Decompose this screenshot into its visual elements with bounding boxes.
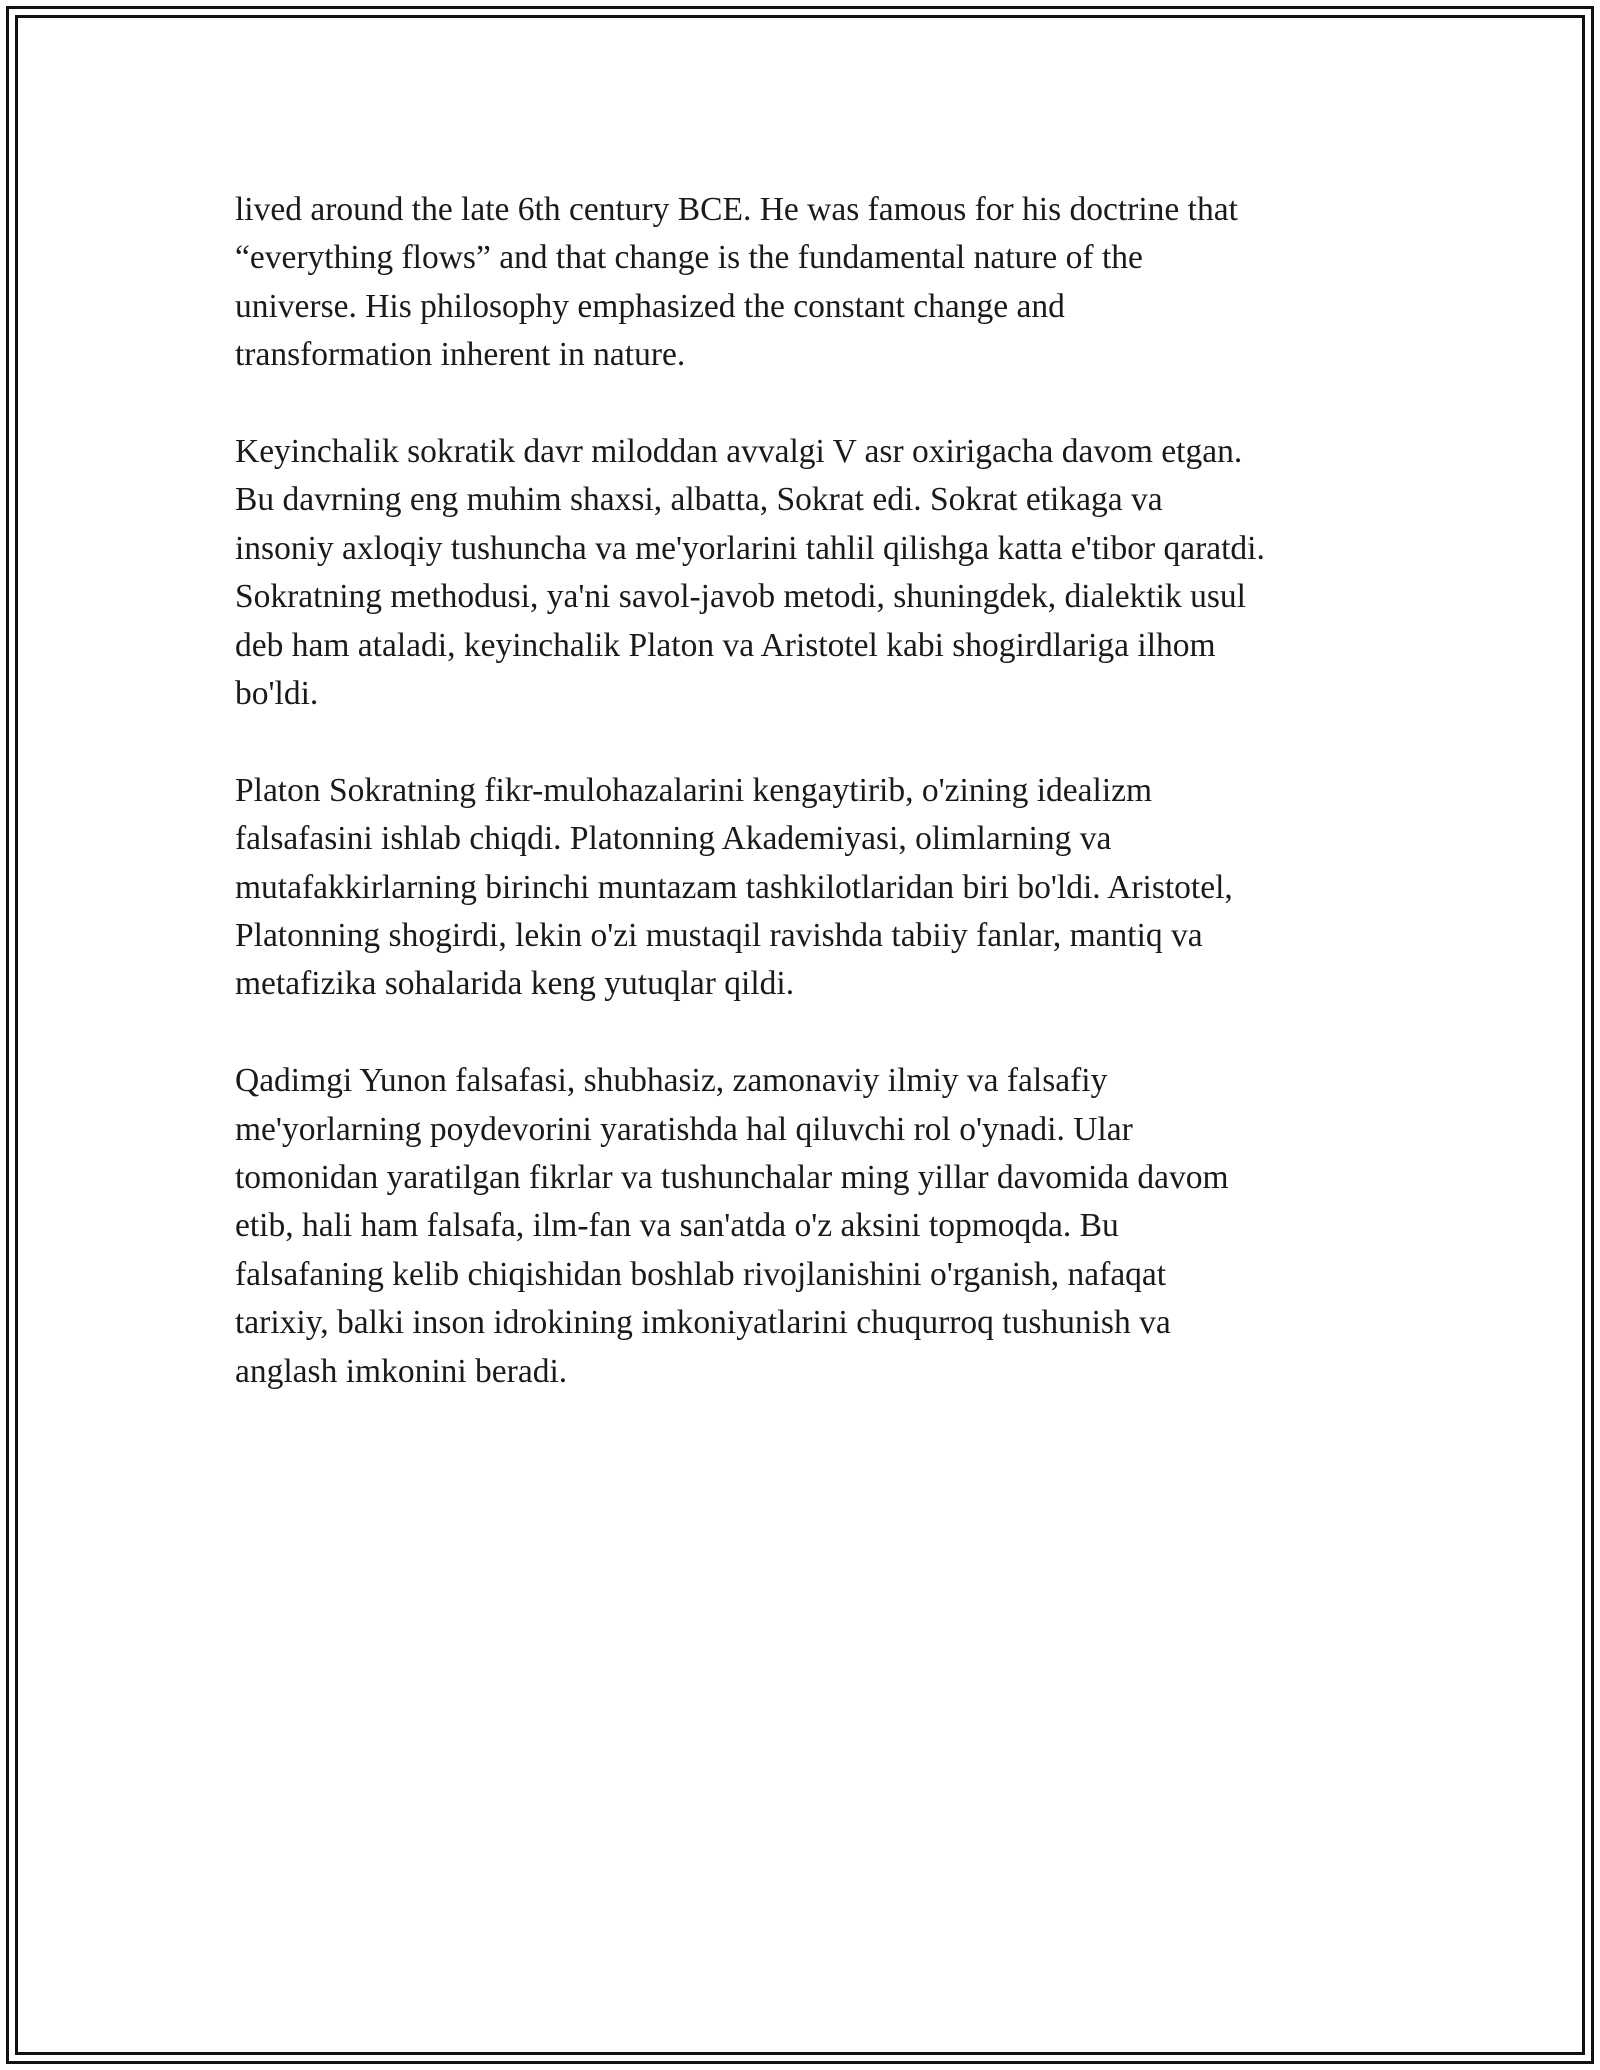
- paragraph-heraclitus: lived around the late 6th century BCE. He was famous for his doctrine that “everything flows” and that change is the fundamental nature of the universe. His philosophy emphasized the constant change and transformation inherent in nature.: [235, 191, 1238, 374]
- paragraph-socratic-period: Keyinchalik sokratik davr miloddan avvalgi V asr oxirigacha davom etgan. Bu davrning eng muhim shaxsi, albatta, Sokrat edi. Sokrat etikaga va insoniy axloqiy tushuncha va me'yorlarini tahlil qilishga katta e'tibor qaratdi. Sokratning methodusi, ya'ni savol-javob metodi, shuningdek, dialektik usul deb ham ataladi, keyinchalik Platon va Aristotel kabi shogirdlariga ilhom bo'ldi.: [235, 433, 1265, 713]
- paragraph-plato-aristotle: Platon Sokratning fikr-mulohazalarini kengaytirib, o'zining idealizm falsafasini ishlab chiqdi. Platonning Akademiyasi, olimlarning va mutafakkirlarning birinchi muntazam tashkilotlaridan biri bo'ldi. Aristotel, Platonning shogirdi, lekin o'zi mustaqil ravishda tabiiy fanlar, mantiq va metafizika sohalarida keng yutuqlar qildi.: [235, 771, 1233, 1003]
- paragraph-conclusion: Qadimgi Yunon falsafasi, shubhasiz, zamonaviy ilmiy va falsafiy me'yorlarning poydevorini yaratishda hal qiluvchi rol o'ynadi. Ular tomonidan yaratilgan fikrlar va tushunchalar ming yillar davomida davom etib, hali ham falsafa, ilm-fan va san'atda o'z aksini topmoqda. Bu falsafaning kelib chiqishidan boshlab rivojlanishini o'rganish, nafaqat tarixiy, balki inson idrokining imkoniyatlarini chuqurroq tushunish va anglash imkonini beradi.: [235, 1062, 1229, 1390]
- document-body: [235, 186, 1375, 1445]
